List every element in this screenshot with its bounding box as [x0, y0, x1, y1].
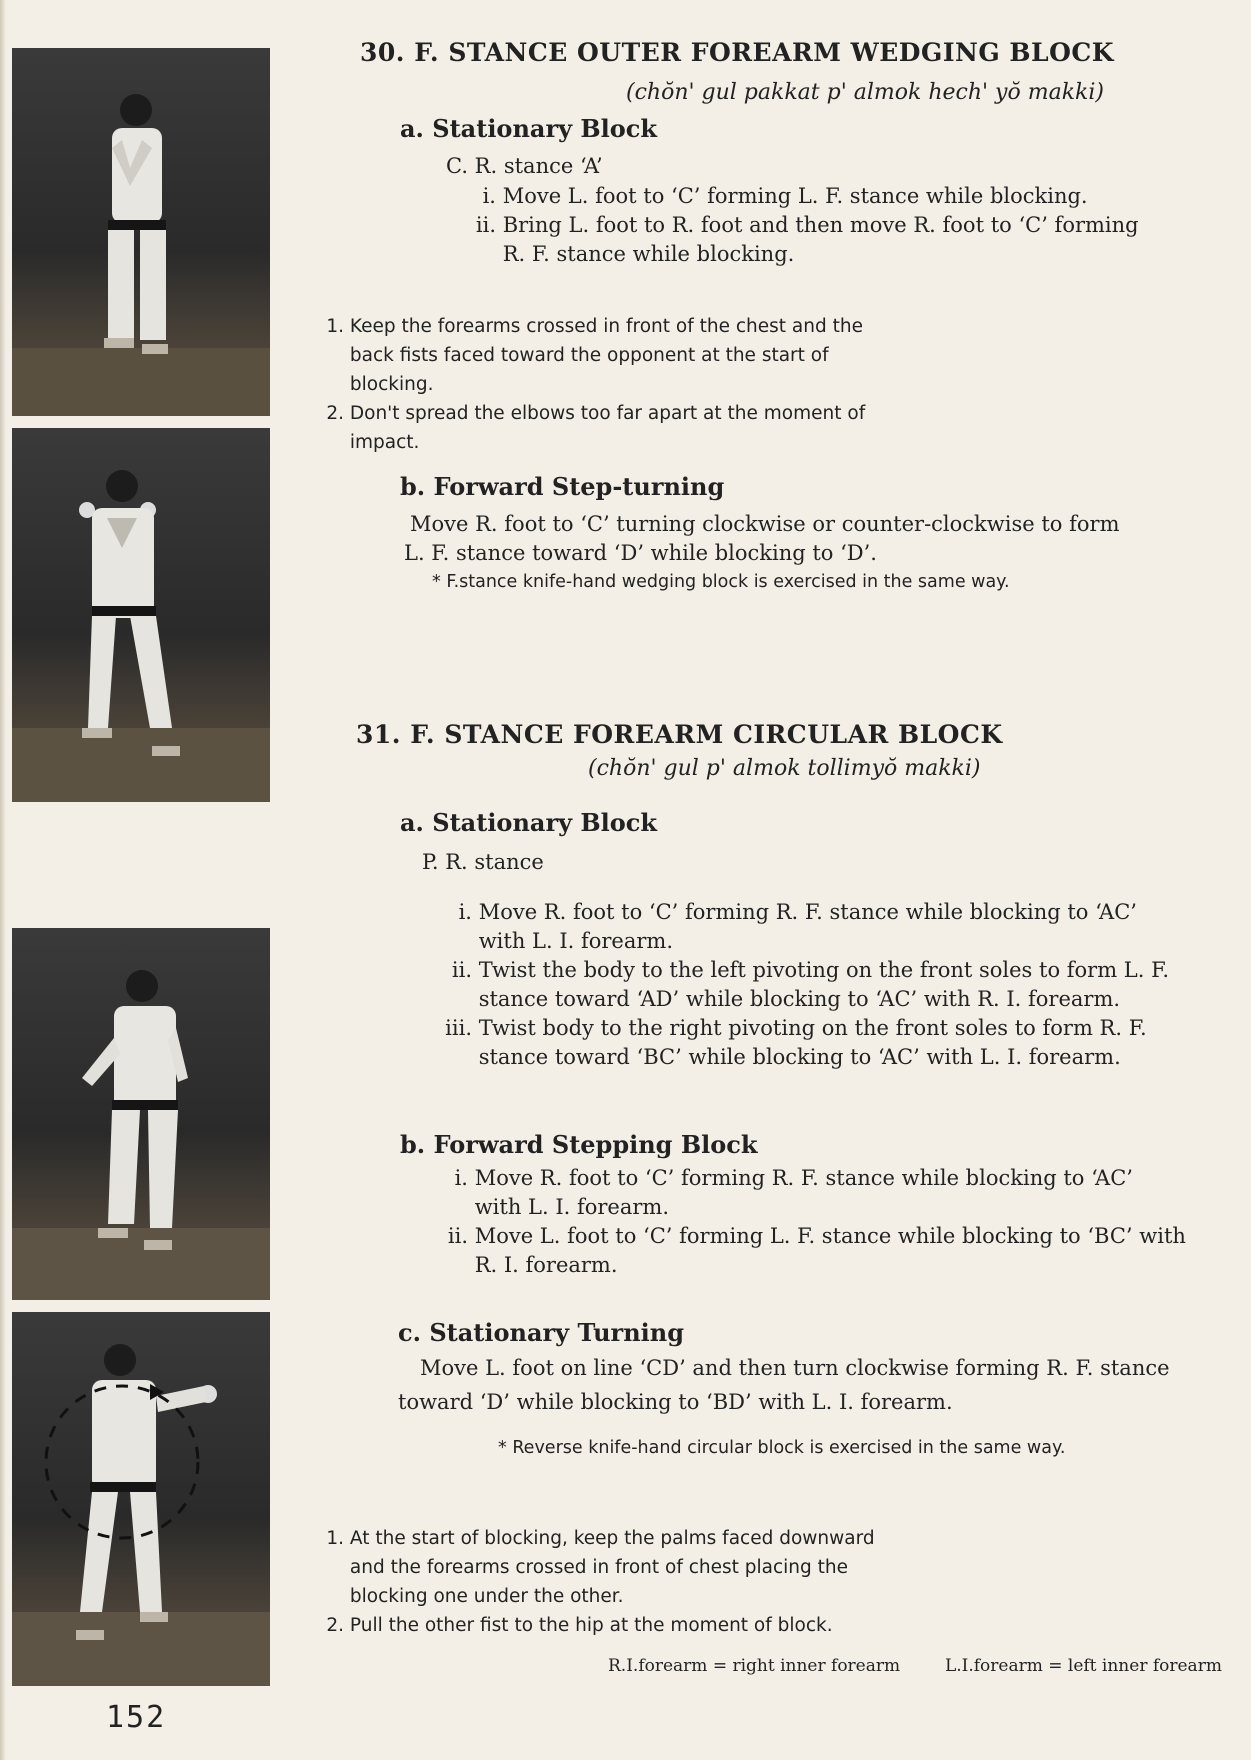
step-text: Move L. foot to ‘C’ forming L. F. stance while blocking.: [502, 184, 1088, 208]
step-text: Bring L. foot to R. foot and then move R. foot to ‘C’ forming: [502, 213, 1139, 237]
note-line: [320, 1553, 875, 1582]
note-line: [320, 370, 865, 399]
section-30-b-title: b. Forward Step-turning: [400, 472, 725, 501]
note-text: impact.: [349, 432, 420, 453]
step-text: R. F. stance while blocking.: [502, 242, 795, 266]
paragraph-line: L. F. stance toward ‘D’ while blocking to ‘D’.: [404, 541, 877, 565]
step-line: [440, 1164, 1186, 1193]
section-30-b-body: [410, 510, 1119, 539]
step-text: with L. I. forearm.: [478, 929, 673, 953]
page-binding-shadow: [0, 0, 6, 1760]
section-31-c-title: c. Stationary Turning: [398, 1318, 684, 1347]
karate-figure-image: [12, 48, 270, 416]
step-text: Twist the body to the left pivoting on the front soles to form L. F.: [478, 958, 1170, 982]
section-31-notes: [320, 1524, 875, 1640]
note-text: At the start of blocking, keep the palms faced downward: [349, 1528, 875, 1549]
step-text: stance toward ‘AD’ while blocking to ‘AC’ with R. I. forearm.: [478, 987, 1121, 1011]
section-30-notes: [320, 312, 865, 457]
legend-li: L.I.forearm = left inner forearm: [944, 1656, 1222, 1676]
section-30-b-footnote: * F.stance knife-hand wedging block is exercised in the same way.: [432, 572, 1010, 592]
step-number: i.: [454, 1166, 468, 1190]
step-line: [436, 956, 1169, 985]
note-number: 2.: [326, 403, 344, 424]
section-31-b-title: b. Forward Stepping Block: [400, 1130, 758, 1159]
step-line: [440, 1222, 1186, 1251]
step-text: Move L. foot to ‘C’ forming L. F. stance while blocking to ‘BC’ with: [474, 1224, 1186, 1248]
karate-figure-image: [12, 1312, 270, 1686]
step-line: [436, 927, 1169, 956]
section-31-c-body: [420, 1354, 1170, 1383]
abbreviation-legend: [608, 1656, 1222, 1676]
note-text: and the forearms crossed in front of chest placing the: [349, 1557, 848, 1578]
page-number: 152: [106, 1700, 167, 1735]
step-line: [436, 985, 1169, 1014]
step-text: with L. I. forearm.: [474, 1195, 669, 1219]
section-31-romanization: (chŏn' gul p' almok tollimyŏ makki): [588, 756, 981, 781]
note-line: [320, 1524, 875, 1553]
section-31-title: 31. F. STANCE FOREARM CIRCULAR BLOCK: [356, 720, 1003, 749]
note-number: 1.: [326, 1528, 344, 1549]
note-text: back fists faced toward the opponent at the start of: [349, 345, 829, 366]
note-line: [320, 341, 865, 370]
note-line: [320, 428, 865, 457]
note-text: Pull the other fist to the hip at the moment of block.: [349, 1615, 833, 1636]
step-line: [440, 182, 1139, 211]
legend-ri: R.I.forearm = right inner forearm: [608, 1656, 901, 1676]
step-text: Move R. foot to ‘C’ forming R. F. stance while blocking to ‘AC’: [478, 900, 1137, 924]
photo-stationary-turning-stance: [12, 1312, 270, 1686]
step-number: iii.: [445, 1016, 472, 1040]
section-31-a-title: a. Stationary Block: [400, 808, 658, 837]
karate-figure-image: [12, 928, 270, 1300]
paragraph-line: Move L. foot on line ‘CD’ and then turn clockwise forming R. F. stance: [420, 1356, 1170, 1380]
step-line: [436, 1043, 1169, 1072]
note-text: blocking.: [349, 374, 434, 395]
section-30-romanization: (chŏn' gul pakkat p' almok hech' yŏ makki): [626, 80, 1104, 105]
paragraph-line: toward ‘D’ while blocking to ‘BD’ with L. I. forearm.: [398, 1390, 953, 1414]
note-number: 2.: [326, 1615, 344, 1636]
section-31-c-footnote: * Reverse knife-hand circular block is exercised in the same way.: [498, 1438, 1066, 1458]
section-30-a-stance: C. R. stance ‘A’: [446, 154, 603, 178]
step-text: stance toward ‘BC’ while blocking to ‘AC’ with L. I. forearm.: [478, 1045, 1121, 1069]
section-31-a-stance: P. R. stance: [422, 850, 544, 874]
step-line: [440, 1193, 1186, 1222]
note-line: [320, 1611, 875, 1640]
step-text: Move R. foot to ‘C’ forming R. F. stance while blocking to ‘AC’: [474, 1166, 1133, 1190]
step-number: i.: [482, 184, 496, 208]
step-line: [440, 240, 1139, 269]
step-line: [440, 1251, 1186, 1280]
note-line: [320, 399, 865, 428]
section-31-b-steps: [440, 1164, 1186, 1280]
note-text: Keep the forearms crossed in front of the chest and the: [349, 316, 863, 337]
step-number: ii.: [451, 958, 472, 982]
step-number: ii.: [447, 1224, 468, 1248]
step-line: [440, 211, 1139, 240]
section-30-a-steps: [440, 182, 1139, 269]
photo-circular-block-stance: [12, 928, 270, 1300]
note-number: 1.: [326, 316, 344, 337]
karate-figure-image: [12, 428, 270, 802]
note-text: Don't spread the elbows too far apart at the moment of: [349, 403, 866, 424]
step-text: Twist body to the right pivoting on the front soles to form R. F.: [478, 1016, 1147, 1040]
note-text: blocking one under the other.: [349, 1586, 624, 1607]
note-line: [320, 312, 865, 341]
section-30-title: 30. F. STANCE OUTER FOREARM WEDGING BLOCK: [360, 38, 1115, 67]
section-30-b-body-2: [404, 539, 877, 568]
section-31-a-steps: [436, 898, 1169, 1072]
step-line: [436, 898, 1169, 927]
note-line: [320, 1582, 875, 1611]
paragraph-line: Move R. foot to ‘C’ turning clockwise or counter-clockwise to form: [410, 512, 1120, 536]
step-text: R. I. forearm.: [474, 1253, 618, 1277]
photo-step-turning-stance: [12, 428, 270, 802]
photo-wedging-block-stance: [12, 48, 270, 416]
section-31-c-body-2: [398, 1388, 953, 1417]
section-30-a-title: a. Stationary Block: [400, 114, 658, 143]
step-number: i.: [458, 900, 472, 924]
step-line: [436, 1014, 1169, 1043]
step-number: ii.: [475, 213, 496, 237]
